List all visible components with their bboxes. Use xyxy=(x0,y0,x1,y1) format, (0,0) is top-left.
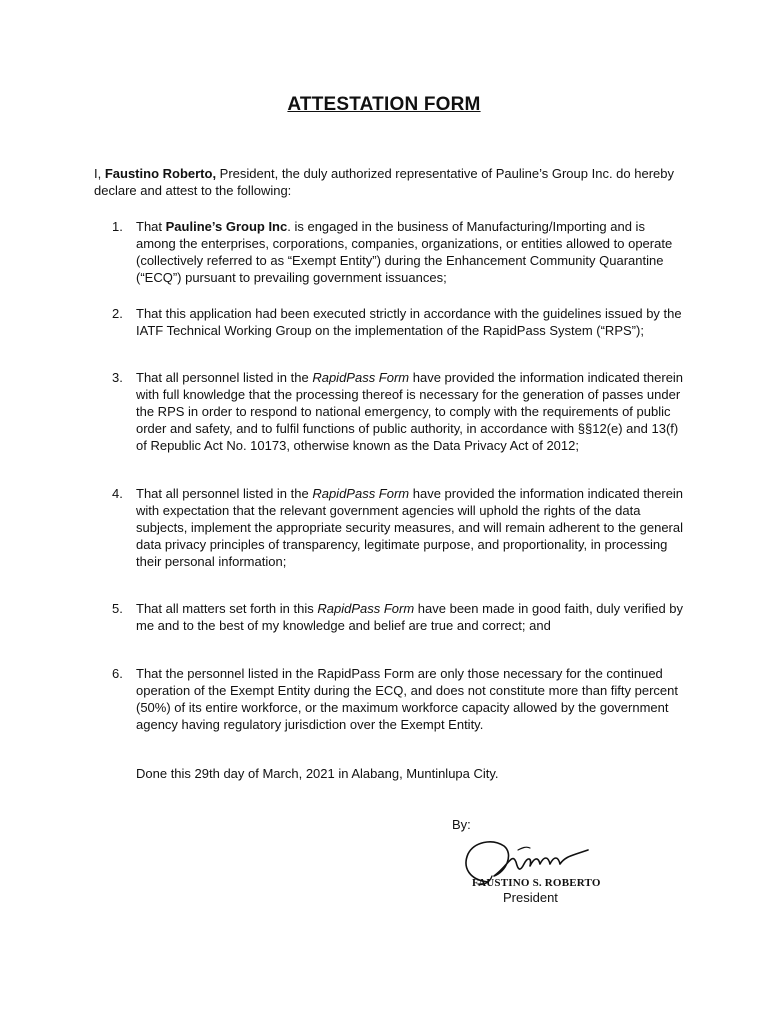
signatory-title: President xyxy=(503,890,558,905)
company-name: Pauline’s Group Inc xyxy=(165,219,288,234)
item-text: That all matters set forth in this RapidPass Form have been made in good faith, duly verified by me and to the best of my knowledge and belief are true and correct; and xyxy=(136,601,684,633)
list-item xyxy=(112,369,684,454)
list-item xyxy=(112,665,684,733)
item-number: 1. xyxy=(112,219,123,234)
intro-paragraph xyxy=(94,165,674,199)
item-text: That all personnel listed in the RapidPass Form have provided the information indicated therein with full knowledge that the processing thereof is necessary for the generation of passes under the RPS in order to respond to national emergency, to comply with the requirements of public order and safety, and to fulfil functions of public authority, in accordance with §§12(e) and 13(f) of Republic Act No. 10173, otherwise known as the Data Privacy Act of 2012; xyxy=(136,370,684,453)
form-name-italic: RapidPass Form xyxy=(312,370,410,385)
item-text: That all personnel listed in the RapidPass Form have provided the information indicated therein with expectation that the relevant government agencies will uphold the rights of the data subjects, implement the appropriate security measures, and will remain adherent to the general data privacy principles of transparency, legitimate purpose, and proportionality, in processing their personal information; xyxy=(136,486,684,569)
signatory-name: FAUSTINO S. ROBERTO xyxy=(472,877,601,889)
item-number: 6. xyxy=(112,666,123,681)
item-text: That this application had been executed strictly in accordance with the guidelines issued by the IATF Technical Working Group on the implementation of the RapidPass System (“RPS”); xyxy=(136,306,682,338)
list-item xyxy=(112,485,684,570)
item-number: 2. xyxy=(112,306,123,321)
intro-rest: President, the duly authorized representative of Pauline’s Group Inc. do hereby declare and attest to the following: xyxy=(94,166,674,198)
document-title: ATTESTATION FORM xyxy=(287,94,481,115)
list-item xyxy=(112,600,684,634)
list-item xyxy=(112,305,684,339)
intro-name: Faustino Roberto, xyxy=(104,166,217,181)
form-name-italic: RapidPass Form xyxy=(317,601,415,616)
item-number: 3. xyxy=(112,370,123,385)
item-text: That Pauline’s Group Inc. is engaged in the business of Manufacturing/Importing and is among the enterprises, corporations, companies, organizations, or entities allowed to operate (collectively referred to as “Exempt Entity”) during the Enhancement Community Quarantine (“ECQ”) pursuant to prevailing government issuances; xyxy=(136,219,673,285)
by-label: By: xyxy=(452,817,471,832)
item-text: That the personnel listed in the RapidPass Form are only those necessary for the continued operation of the Exempt Entity during the ECQ, and does not constitute more than fifty percent (50%) of its entire workforce, or the maximum workforce capacity allowed by the government agency having regulatory jurisdiction over the Exempt Entity. xyxy=(136,666,678,732)
intro-prefix: I, xyxy=(94,166,105,181)
item-number: 4. xyxy=(112,486,123,501)
done-line: Done this 29th day of March, 2021 in Alabang, Muntinlupa City. xyxy=(136,766,499,781)
item-number: 5. xyxy=(112,601,123,616)
list-item xyxy=(112,218,684,286)
form-name-italic: RapidPass Form xyxy=(312,486,410,501)
